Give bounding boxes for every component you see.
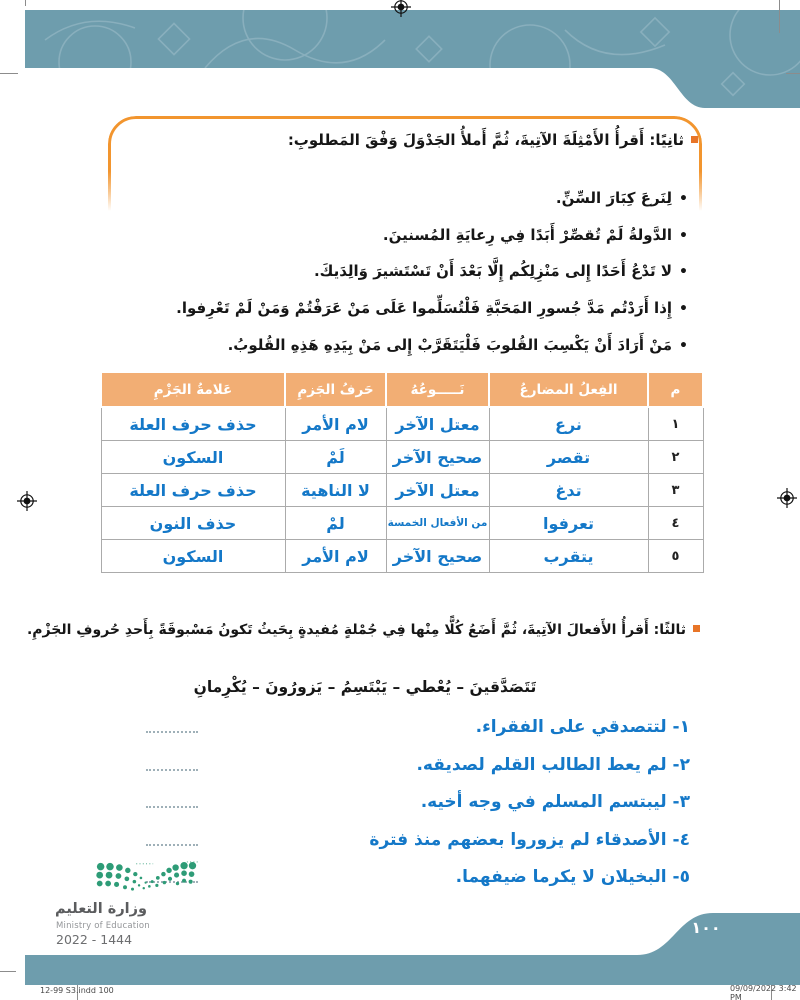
print-info-right: 09/09/2022 3:42 PM [730, 984, 797, 1000]
table-cell: تعرفوا [489, 507, 648, 540]
table-header-cell: الفِعلُ المضارعُ [489, 372, 648, 407]
example-bullet-line [120, 259, 688, 284]
table-cell: لام الأمر [285, 407, 386, 441]
ministry-logo-dots-icon [95, 860, 200, 892]
table-header-cell: نَـــــوعُهُ [386, 372, 489, 407]
table-row [101, 441, 703, 474]
print-info-left: 12-99 S3.indd 100 [40, 986, 114, 995]
table-cell: تقصر [489, 441, 648, 474]
ministry-logo-name-ar: وزارة التعليم [55, 901, 148, 917]
example-sentence: الدَّولةُ لَمْ تُقصِّرْ أَبَدًا فِي رِعايَةِ المُسنينَ. [382, 226, 673, 244]
answer-text: ٥- البخيلان لا يكرما ضيفهما. [455, 867, 690, 887]
table-header-cell: عَلامةُ الجَزْمِ [101, 372, 285, 407]
table-cell: لمْ [285, 507, 386, 540]
table-cell: لام الأمر [285, 540, 386, 573]
table-row [101, 474, 703, 507]
registration-mark-icon [17, 491, 37, 511]
answer-line [100, 787, 690, 817]
verb-word-list: تَتَصَدَّقينَ – يُعْطي – يَبْتَسِمُ – يَزورُونَ – يُكْرِمانِ [193, 678, 537, 696]
section-three-heading [26, 622, 700, 638]
table-row [101, 407, 703, 441]
answer-line [100, 712, 690, 742]
table-cell: معتل الآخر [386, 407, 489, 441]
table-cell: معتل الآخر [386, 474, 489, 507]
example-bullet-line [120, 333, 688, 358]
answer-dotted-line [146, 731, 198, 733]
section-two-heading-text: ثانِيًا: أَقرأُ الأَمْثِلَةَ الآتِيةَ، ثُمَّ أَملأُ الجَدْوَلَ وَفْقَ المَطلوبِ: [287, 131, 684, 149]
answer-text: ٣- ليبتسم المسلم في وجه أخيه. [420, 792, 690, 812]
table-cell: ١ [648, 407, 703, 441]
section-two-heading [120, 131, 698, 149]
table-cell: ٥ [648, 540, 703, 573]
table-cell: من الأفعال الخمسة [386, 507, 489, 540]
table-cell: صحيح الآخر [386, 540, 489, 573]
table-cell: ٤ [648, 507, 703, 540]
table-cell: السكون [101, 540, 285, 573]
registration-mark-icon [777, 488, 797, 508]
crop-mark [25, 0, 26, 6]
table-cell: صحيح الآخر [386, 441, 489, 474]
answer-dotted-line [146, 844, 198, 846]
answer-line [100, 825, 690, 855]
example-bullet-line [120, 186, 688, 211]
table-header-row [101, 372, 703, 407]
answer-text: ٤- الأصدقاء لم يزوروا بعضهم منذ فترة [369, 830, 690, 850]
table-cell: يتقرب [489, 540, 648, 573]
table-cell: حذف النون [101, 507, 285, 540]
table-cell: ٢ [648, 441, 703, 474]
example-sentence: إِذا أَرَدْتُم مَدَّ جُسورِ المَحَبَّةِ فَلْتُسَلِّموا عَلَى مَنْ عَرَفْتُمْ وَمَنْ لَمْ تَعْرِفوا. [176, 299, 673, 317]
table-cell: لَمْ [285, 441, 386, 474]
table-cell: تدغ [489, 474, 648, 507]
orange-square-bullet-icon [693, 625, 700, 632]
answer-dotted-line [146, 769, 198, 771]
crop-mark [0, 73, 18, 74]
table-header-cell: م [648, 372, 703, 407]
table-cell: لا الناهية [285, 474, 386, 507]
table-cell: ٣ [648, 474, 703, 507]
table-row [101, 540, 703, 573]
jussive-table [100, 371, 704, 573]
registration-mark-icon [391, 0, 411, 17]
example-sentence: لِنَرعَ كِبَارَ السِّنِّ. [555, 189, 673, 207]
answer-text: ٢- لم يعط الطالب القلم لصديقه. [416, 755, 690, 775]
table-cell: نرع [489, 407, 648, 441]
table-row [101, 507, 703, 540]
table-header-cell: حَرفُ الجَزمِ [285, 372, 386, 407]
table-cell: حذف حرف العلة [101, 474, 285, 507]
example-sentence: لا تَدْعُ أَحَدًا إِلى مَنْزِلِكُم إِلَّا بَعْدَ أَنْ تَسْتَشيرَ وَالِدَيكَ. [313, 262, 673, 280]
crop-mark [786, 73, 800, 74]
section-three-heading-text: ثالثًا: أَقرأُ الأَفعالَ الآتِيةَ، ثُمَّ أَضَعُ كُلًّا مِنْها فِي جُمْلةٍ مُفيدةٍ بِحَيثُ تَكونُ مَسْبوقَةً بِأَحدِ حُروفِ الجَزْمِ. [26, 622, 686, 638]
crop-mark [779, 0, 780, 33]
answer-dotted-line [146, 806, 198, 808]
header-band [25, 10, 800, 108]
example-sentence: مَنْ أَرَادَ أَنْ يَكْسِبَ القُلوبَ فَلْيَتَقَرَّبْ إِلى مَنْ بِيَدِهِ هَذِهِ القُلوبُ. [227, 336, 673, 354]
ministry-logo-name-en: Ministry of Education [56, 921, 150, 931]
table-cell: حذف حرف العلة [101, 407, 285, 441]
table-cell: السكون [101, 441, 285, 474]
crop-mark [0, 971, 16, 972]
ministry-logo-years: 2022 - 1444 [56, 932, 133, 947]
example-bullet-line [120, 223, 688, 248]
example-bullet-line [120, 296, 688, 321]
orange-square-bullet-icon [691, 136, 698, 143]
answer-text: ١- لتتصدقي على الفقراء. [475, 717, 690, 737]
page-number: ١٠٠ [691, 918, 721, 937]
answer-line [100, 750, 690, 780]
